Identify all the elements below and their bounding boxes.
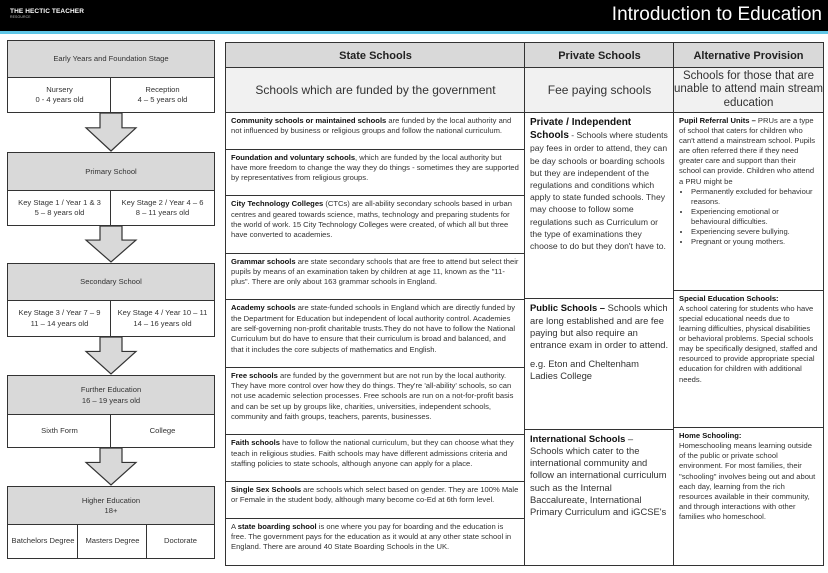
label: Key Stage 4 / Year 10 – 11 [117,308,208,317]
single-sex-schools [225,481,526,519]
stage-title: Early Years and Foundation Stage [53,54,169,64]
term: International Schools [530,432,626,444]
stage-sixth-form [7,414,112,448]
academy-schools [225,299,526,368]
special-education-schools [673,290,824,429]
term: Special Education Schools: [679,293,779,303]
state-boarding-schools [225,518,526,566]
term: Single Sex Schools [231,485,302,495]
stage-college [110,414,215,448]
term: Public Schools – [530,302,606,314]
description: - Schools where students pay fees in order to attend, they can be day schools or boarding schools but they are independent of the regulations and conditions which apply to state funded schools. They may choose to follow some regulations such as Curriculum or the type of examinations they choose to do but they don't have to. [530,130,668,252]
stage-title: Secondary School [80,277,142,287]
age: 5 – 8 years old [34,208,85,217]
age: 0 - 4 years old [35,95,84,104]
state-schools-heading: State Schools [225,42,526,69]
description: PRUs are a type of school that caters for children who can't attend a mainstream school. Pupils are often referred there if they need greater care and support than their school can provide. Children who attend a PRU might be [679,116,816,186]
pru-reasons-list [691,187,818,248]
down-arrow-icon [76,113,146,152]
list-item: • Permanently excluded for behaviour reasons. [691,187,818,207]
label: Reception [145,84,180,94]
label: Nursery [46,84,73,94]
down-arrow-icon [76,337,146,375]
description: Schools which are long established and are fee paying but also require an entrance exam in order to attend. [530,302,669,351]
stage-ks1 [7,190,112,226]
age: 14 – 16 years old [133,318,192,328]
private-schools-subtitle: Fee paying schools [524,67,675,113]
faith-schools [225,434,526,482]
label: Sixth Form [41,425,78,435]
term: Private / Independent Schools [530,117,632,142]
term: Grammar schools [231,256,296,266]
label: Doctorate [164,536,197,546]
description: are schools which select based on gender. They are 100% Male or Female in the student body, although many become co-Ed at 6th form level. [231,485,519,505]
term: Academy schools [231,303,296,313]
alternative-provision-subtitle: Schools for those that are unable to attend main stream education [673,67,824,113]
stage-primary [7,152,215,192]
alternative-provision-heading: Alternative Provision [673,42,824,69]
page-title: Introduction to Education [611,4,822,25]
list-item: • Experiencing severe bullying. [691,227,818,237]
stage-ks3 [7,300,112,337]
term: Pupil Referral Units – [679,116,756,125]
private-independent-schools [524,112,675,300]
stage-title: Primary School [85,166,137,176]
community-schools [225,112,526,150]
city-technology-colleges [225,195,526,254]
label: Masters Degree [85,536,140,546]
term: Faith schools [231,438,280,448]
term: City Technology Colleges [231,199,324,209]
description: , which are funded by the local authority but have more freedom to change the way they do things - sometimes they are supported by representatives from religious groups. [231,152,519,183]
international-schools [524,429,675,566]
stage-ks4 [110,300,215,337]
description: is one where you pay for boarding and the education is free. The government pays for the education as it would at any other state school in England. There are around 40 State Boarding Schools in the UK. [231,521,512,552]
label: College [149,425,176,435]
description: are funded by the government but are not run by the local authority. They have more control over how they do things. They're 'all-ability' schools, so can not use academic selection processes. Free schools are run on a not-for-profit basis and can be set up by groups like, charities, universities, independent schools, community and faith groups, teachers, parents, businesses. [231,370,514,421]
stage-title: Further Education [80,385,142,394]
description: (CTCs) are all-ability secondary schools based in urban centres and geared towards science, maths, technology and preparing students for the world of work. 15 City Technology Colleges were created, of which all but three have converted to academies. [231,199,512,240]
stage-ks2 [110,190,215,226]
term: Foundation and voluntary schools [231,152,356,162]
description: are state-funded schools in England which are directly funded by the Department for Education but independent of local authority control. Academies are self-governing non-profit charitable trusts.They do not have to follow the National Curriculum but do have to ensure that their curriculum is broad and balanced, and that it includes the core subjects of mathematics and English. [231,303,516,354]
stage-reception [110,77,215,113]
stage-further [7,375,215,416]
list-item: • Pregnant or young mothers. [691,237,818,247]
grammar-schools [225,253,526,301]
description: – Schools which cater to the international community and follow an international curriculum such as the Internal Baccalureate, International Primary Curriculum and iGCSE's [530,432,667,518]
stage-doctorate [146,524,215,559]
age: 16 – 19 years old [81,395,141,405]
label: Key Stage 3 / Year 7 – 9 [18,308,101,317]
stage-masters [77,524,148,559]
age: 18+ [104,506,118,515]
brand-logo [10,8,84,19]
free-schools [225,367,526,436]
example: e.g. Eton and Cheltenham Ladies College [530,358,639,382]
term: Community schools or maintained schools [231,116,387,125]
pupil-referral-units [673,112,824,291]
stage-nursery [7,77,112,113]
description: A school catering for students who have special educational needs due to learning difficulties, physical disabilities or behavioral problems. Special schools may be specifically designed, staffed and resourced to provide appropriate special education for children with additional needs. [679,303,818,384]
age: 4 – 5 years old [137,95,188,104]
down-arrow-icon [76,448,146,486]
stage-early-years [7,40,215,79]
description: are funded by the local authority and not influenced by business or religious groups and follow the national curriculum. [231,116,512,136]
description: are state secondary schools that are free to attend but select their pupils by means of an examination taken by children at age 11, known as the "11-plus". There are only about 163 grammar schools in England. [231,256,519,287]
alternative-provision-list [673,112,824,566]
label: Key Stage 1 / Year 1 & 3 [18,197,101,207]
private-schools-list [524,112,675,566]
brand-name: THE HECTIC TEACHER [10,8,85,15]
home-schooling [673,427,824,566]
state-schools-subtitle: Schools which are funded by the government [225,67,526,113]
prefix: A [231,521,238,531]
state-schools-list [225,112,526,566]
stage-higher [7,486,215,526]
public-schools [524,298,675,430]
header-divider [0,31,828,34]
private-schools-heading: Private Schools [524,42,675,69]
age: 8 – 11 years old [135,208,190,217]
term: state boarding school [237,521,317,531]
down-arrow-icon [76,226,146,263]
list-item: • Experiencing emotional or behavioural difficulties. [691,207,818,227]
foundation-voluntary-schools [225,149,526,197]
term: Free schools [231,370,278,380]
description: Homeschooling means learning outside of the public or private school environment. For most families, their "schooling" involves being out and about each day, learning from the rich resources available in their community, and through interactions with other families who homeschool. [679,441,816,521]
age: 11 – 14 years old [30,318,89,328]
term: Home Schooling: [679,431,742,441]
label: Batchelors Degree [11,536,75,546]
stage-bachelors [7,524,79,559]
stage-secondary [7,263,215,302]
label: Key Stage 2 / Year 4 – 6 [121,197,204,207]
stage-title: Higher Education [81,495,141,505]
brand-sub: RESOURCE [10,15,31,19]
description: have to follow the national curriculum, but they can choose what they teach in religious studies. Faith schools may have different admissions criteria and staffing policies to state schools, although anyone can apply for a place. [231,438,514,468]
